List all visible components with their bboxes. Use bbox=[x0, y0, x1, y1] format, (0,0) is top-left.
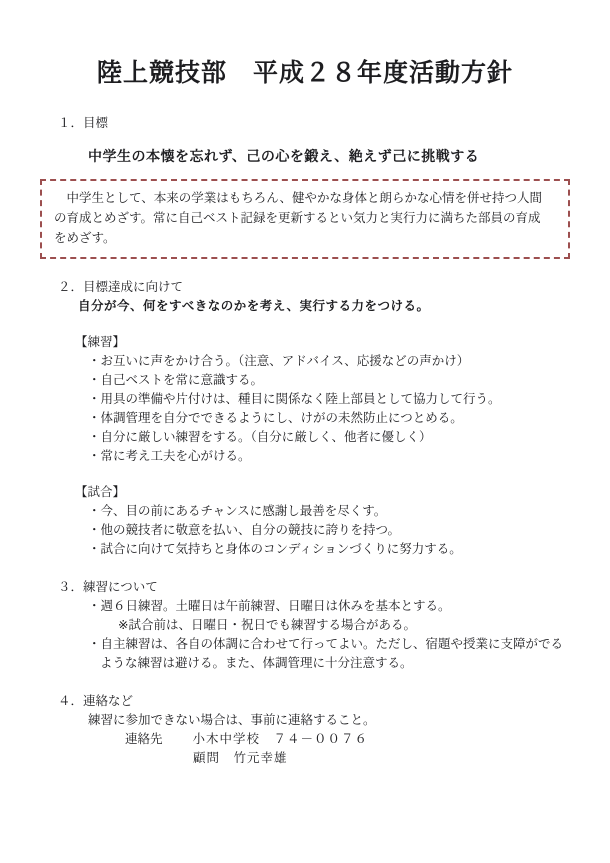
match-list bbox=[58, 502, 570, 559]
match-item: ・他の競技者に敬意を払い、自分の競技に誇りを持つ。 bbox=[88, 523, 401, 537]
match-item: ・試合に向けて気持ちと身体のコンディションづくりに努力する。 bbox=[88, 542, 462, 556]
schedule-item-continuation: ような練習は避ける。また、体調管理に十分注意する。 bbox=[100, 656, 413, 670]
section-practice-schedule-heading: ３．練習について bbox=[58, 580, 158, 594]
practice-item: ・自己ベストを常に意識する。 bbox=[88, 373, 264, 387]
practice-item: ・用具の準備や片付けは、種目に関係なく陸上部員として協力して行う。 bbox=[88, 392, 501, 406]
schedule-note: ※試合前は、日曜日・祝日でも練習する場合がある。 bbox=[118, 618, 416, 632]
section-goal-heading: １．目標 bbox=[58, 116, 109, 130]
practice-item: ・お互いに声をかけ合う。（注意、アドバイス、応援などの声かけ） bbox=[88, 354, 470, 368]
section-achievement bbox=[58, 278, 570, 559]
section-contact bbox=[58, 692, 570, 768]
section-practice-schedule bbox=[58, 578, 570, 673]
section-goal bbox=[54, 114, 570, 259]
practice-group-label: 【練習】 bbox=[75, 335, 126, 349]
goal-box-line: をめざす。 bbox=[54, 231, 116, 245]
schedule-item: ・自主練習は、各自の体調に合わせて行ってよい。ただし、宿題や授業に支障がでる bbox=[88, 637, 564, 651]
contact-label: 連絡先 bbox=[125, 732, 163, 746]
match-item: ・今、目の前にあるチャンスに感謝し最善を尽くす。 bbox=[88, 504, 387, 518]
section-contact-heading: ４．連絡など bbox=[58, 694, 134, 708]
contact-value: 小木中学校 ７４－００７６ bbox=[192, 732, 369, 746]
practice-item: ・常に考え工夫を心がける。 bbox=[88, 449, 251, 463]
goal-description-box bbox=[40, 179, 570, 259]
goal-slogan: 中学生の本懐を忘れず、己の心を鍛え、絶えず己に挑戦する bbox=[88, 148, 480, 164]
contact-row bbox=[125, 730, 570, 749]
achievement-subheading: 自分が今、何をすべきなのかを考え、実行する力をつける。 bbox=[78, 299, 430, 313]
practice-item: ・自分に厳しい練習をする。（自分に厳しく、他者に優しく） bbox=[88, 430, 432, 444]
match-group-label: 【試合】 bbox=[75, 485, 126, 499]
page-title: 陸上競技部 平成２８年度活動方針 bbox=[96, 59, 513, 87]
practice-list bbox=[58, 352, 570, 466]
schedule-item: ・週６日練習。土曜日は午前練習、日曜日は休みを基本とする。 bbox=[88, 599, 451, 613]
advisor-name: 顧問 竹元幸雄 bbox=[193, 751, 288, 765]
goal-box-line: の育成とめざす。常に自己ベスト記録を更新するとい気力と実行力に満ちた部員の育成 bbox=[54, 211, 541, 225]
contact-instruction: 練習に参加できない場合は、事前に連絡すること。 bbox=[88, 713, 376, 727]
practice-item: ・体調管理を自分でできるようにし、けがの未然防止につとめる。 bbox=[88, 411, 463, 425]
goal-box-line: 中学生として、本来の学業はもちろん、健やかな身体と朗らかな心情を併せ持つ人間 bbox=[54, 191, 543, 205]
section-achievement-heading: ２．目標達成に向けて bbox=[58, 280, 184, 294]
